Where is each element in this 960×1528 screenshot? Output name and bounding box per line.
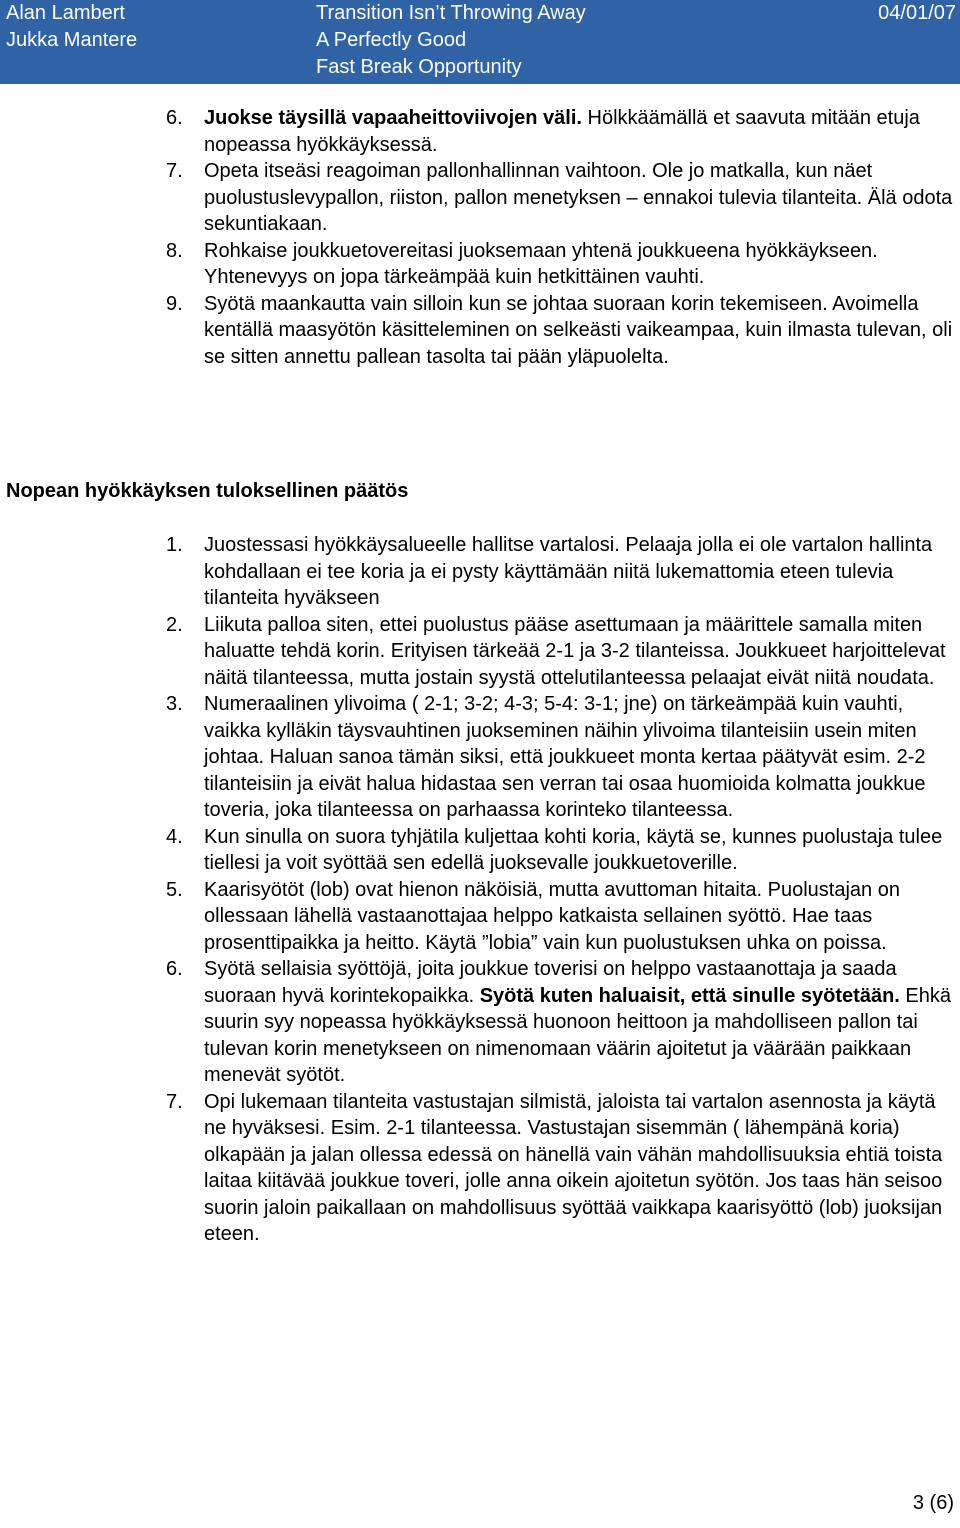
list-item-text: Opi lukemaan tilanteita vastustajan silmistä, jaloista tai vartalon asennosta ja käytä ne hyväksesi. Esim. 2-1 tilanteessa. Vastustajan sisemmän ( lähempänä koria) olkapään ja jalan ollessa edessä on hänellä vain vähän mahdollisuuksia ehtiä toista laitaa kiitävää joukkue toveri, jolle anna oikein ajoitetun syötön. Jos taas hän seisoo suorin jaloin paikallaan on mahdollisuus syöttää vaikkapa kaarisyöttö (lob) juoksijan eteen. — [204, 1090, 943, 1245]
list-fast-break — [166, 532, 956, 1248]
header-title-line-2: A Perfectly Good — [316, 29, 467, 51]
header-title — [316, 0, 586, 81]
list-item-text: Liikuta palloa siten, ettei puolustus pääse asettumaan ja määrittele samalla miten haluatte tehdä korin. Erityisen tärkeää 2-1 ja 3-2 tilanteissa. Joukkueet harjoittelevat näitä tilanteessa, mutta jostain syystä ottelutilanteessa pelaajat eivät niitä noudata. — [204, 613, 946, 689]
page-number: 3 (6) — [912, 1492, 954, 1514]
list-item-text: Opeta itseäsi reagoiman pallonhallinnan vaihtoon. Ole jo matkalla, kun näet puolustuslevypallon, riiston, pallon menetyksen – ennakoi tulevia tilanteita. Älä odota sekuntiakaan. — [204, 160, 953, 235]
header-title-line-3: Fast Break Opportunity — [316, 56, 522, 78]
list-item — [166, 158, 956, 238]
header-author-2: Jukka Mantere — [6, 29, 138, 51]
list-item — [166, 238, 956, 291]
list-item — [166, 532, 956, 612]
list-number: 5. — [166, 878, 183, 901]
list-item — [166, 956, 956, 1089]
header-date — [878, 0, 956, 27]
list-item-bold: Juokse täysillä vapaaheittoviivojen väli. — [204, 107, 582, 129]
list-item — [166, 291, 956, 371]
header-author-1: Alan Lambert — [6, 2, 125, 24]
list-item-bold: Syötä kuten haluaisit, että sinulle syötetään. — [479, 984, 900, 1007]
list-number: 4. — [166, 825, 183, 848]
list-item-text: Syötä sellaisia syöttöjä, joita joukkue toverisi on helppo vastaanottaja ja saada suoraan hyvä korintekopaikka. — [204, 958, 897, 1007]
list-item — [166, 691, 956, 824]
list-item-text: Kun sinulla on suora tyhjätila kuljettaa kohti koria, käytä se, kunnes puolustaja tulee tiellesi ja voit syöttää sen edellä juoksevalle joukkuetoverille. — [204, 825, 943, 874]
list-item — [166, 1089, 956, 1248]
section-heading: Nopean hyökkäyksen tuloksellinen päätös — [6, 480, 409, 502]
list-item — [166, 612, 956, 692]
list-item-text: Kaarisyötöt (lob) ovat hienon näköisiä, mutta avuttoman hitaita. Puolustajan on ollessaan lähellä vastaanottajaa helppo katkaista sellainen syöttö. Hae taas prosenttipaikka ja heitto. Käytä ”lobia” vain kun puolustuksen uhka on poissa. — [204, 878, 900, 954]
list-number: 3. — [166, 693, 183, 715]
list-number: 7. — [166, 1090, 183, 1113]
list-continued — [166, 105, 956, 370]
header-title-line-1: Transition Isn’t Throwing Away — [316, 2, 586, 24]
list-item-text-continued: Ehkä suurin syy nopeassa hyökkäyksessä huonoon heittoon ja mahdolliseen pallon tai tulevan korin menetykseen on nimenomaan väärin ajoitetut ja väärään paikkaan menevät syötöt. — [204, 984, 951, 1086]
header-date-text: 04/01/07 — [878, 2, 956, 24]
list-item — [166, 105, 956, 158]
list-item — [166, 877, 956, 957]
list-item-text: Juostessasi hyökkäysalueelle hallitse vartalosi. Pelaaja jolla ei ole vartalon hallinta kohdallaan ei tee koria ja ei pysty käyttämään niitä lukemattomia eteen tulevia tilanteita hyväkseen — [204, 534, 933, 609]
list-item-text: Syötä maankautta vain silloin kun se johtaa suoraan korin tekemiseen. Avoimella kentällä maasyötön käsitteleminen on selkeästi vaikeampaa, kuin ilmasta tulevan, oli se sitten annettu pallean tasolta tai pään yläpuolelta. — [204, 292, 953, 368]
list-item-text: Numeraalinen ylivoima ( 2-1; 3-2; 4-3; 5-4: 3-1; jne) on tärkeämpää kuin vauhti, vaikka kylläkin täysvauhtinen juokseminen näihin ylivoima tilanteisiin usein miten johtaa. Haluan sanoa tämän siksi, että joukkueet monta kertaa päätyvät esim. 2-2 tilanteisiin ja eivät halua hidastaa sen verran tai osaa huomioida kolmatta joukkue toveria, joka tilanteessa on parhaassa korinteko tilanteessa. — [204, 693, 926, 821]
header-authors — [6, 0, 137, 54]
list-item-text: Rohkaise joukkuetovereitasi juoksemaan yhtenä joukkueena hyökkäykseen. Yhtenevyys on jopa tärkeämpää kuin hetkittäinen vauhti. — [204, 239, 878, 288]
header-band — [0, 0, 960, 84]
list-number: 2. — [166, 613, 183, 636]
list-number: 9. — [166, 292, 183, 315]
list-number: 8. — [166, 239, 183, 262]
list-number: 6. — [166, 958, 183, 980]
list-item-text: Hölkkäämällä et saavuta mitään etuja nopeassa hyökkäyksessä. — [204, 107, 920, 156]
list-number: 7. — [166, 160, 183, 182]
list-number: 6. — [166, 107, 183, 129]
list-number: 1. — [166, 534, 183, 556]
list-item — [166, 824, 956, 877]
